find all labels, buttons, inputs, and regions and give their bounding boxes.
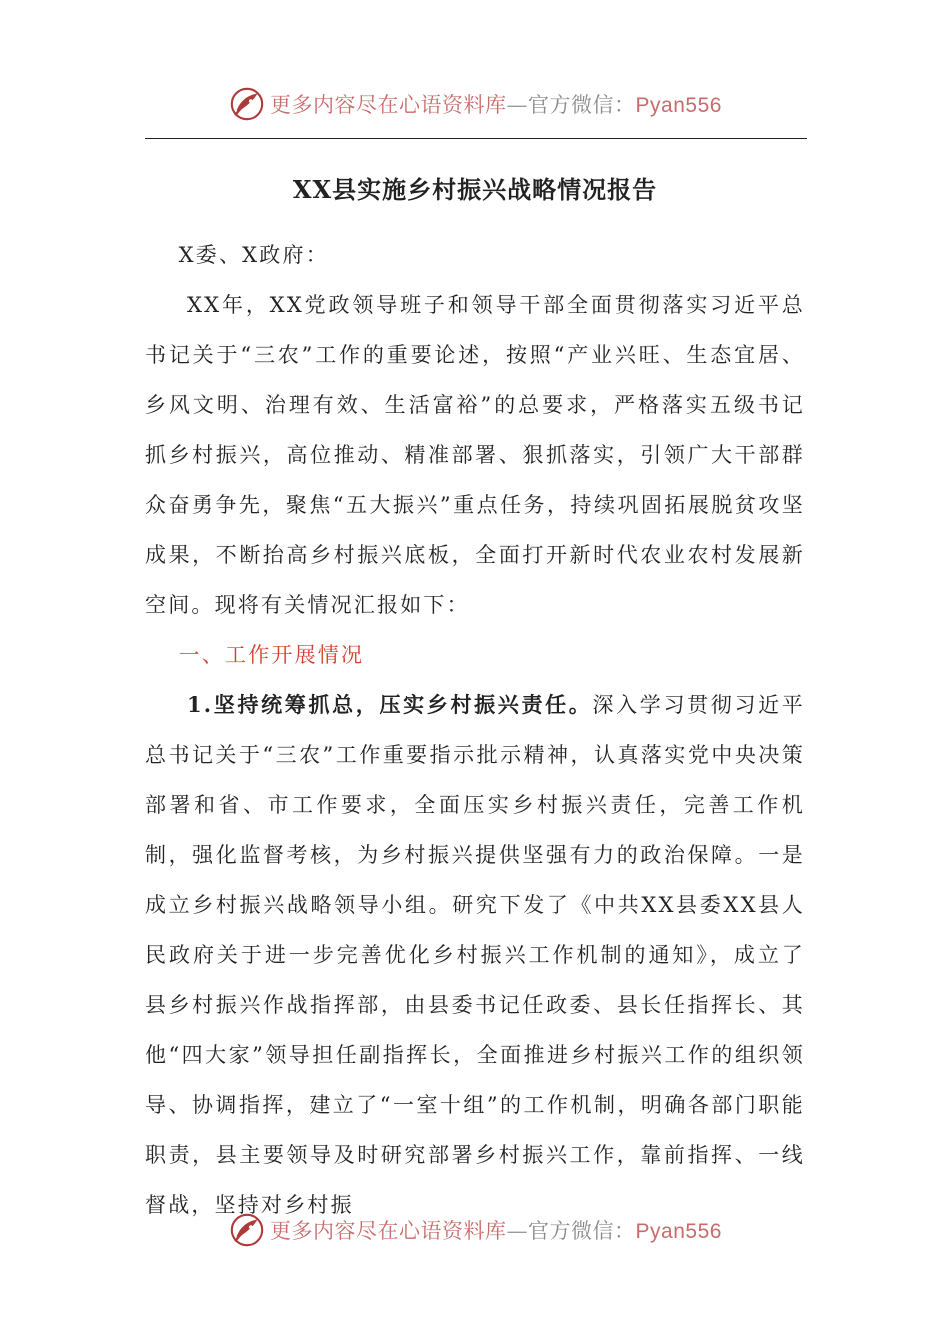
item1-lead: 1.坚持统筹抓总，压实乡村振兴责任。 (187, 692, 593, 717)
footer-watermark-banner (0, 1208, 950, 1252)
document-body (145, 230, 805, 1230)
salutation: X委、X政府： (178, 243, 329, 267)
document-title: XX县实施乡村振兴战略情况报告 (292, 175, 658, 204)
item1-text: 深入学习贯彻习近平总书记关于“三农”工作重要指示批示精神，认真落实党中央决策部署和省、市工作要求，全面压实乡村振兴责任，完善工作机制，强化监督考核，为乡村振兴提供坚强有力的政治保障。一是成立乡村振兴战略领导小组。研究下发了《中共XX县委XX县人民政府关于进一步完善优化乡村振兴工作机制的通知》，成立了县乡村振兴作战指挥部，由县委书记任政委、县长任指挥长、其他“四大家”领导担任副指挥长，全面推进乡村振兴工作的组织领导、协调指挥，建立了“一室十组”的工作机制，明确各部门职能职责，县主要领导及时研究部署乡村振兴工作，靠前指挥、一线督战，坚持对乡村振 (145, 693, 805, 1217)
pen-logo-icon (228, 1211, 266, 1249)
header-divider (145, 138, 807, 139)
header-watermark-banner (0, 82, 950, 126)
pen-logo-icon (228, 85, 266, 123)
item1-paragraph (145, 680, 805, 1230)
intro-paragraph: XX年，XX党政领导班子和领导干部全面贯彻落实习近平总书记关于“三农”工作的重要论述，按照“产业兴旺、生态宜居、乡风文明、治理有效、生活富裕”的总要求，严格落实五级书记抓乡村振兴，高位推动、精准部署、狠抓落实，引领广大干部群众奋勇争先，聚焦“五大振兴”重点任务，持续巩固拓展脱贫攻坚成果，不断抬高乡村振兴底板，全面打开新时代农业农村发展新空间。现将有关情况汇报如下： (145, 293, 805, 617)
banner-text: 更多内容尽在心语资料库—官方微信：Pyan556 (270, 1219, 722, 1243)
banner-text: 更多内容尽在心语资料库—官方微信：Pyan556 (270, 93, 722, 117)
section-heading: 一、工作开展情况 (178, 643, 365, 667)
